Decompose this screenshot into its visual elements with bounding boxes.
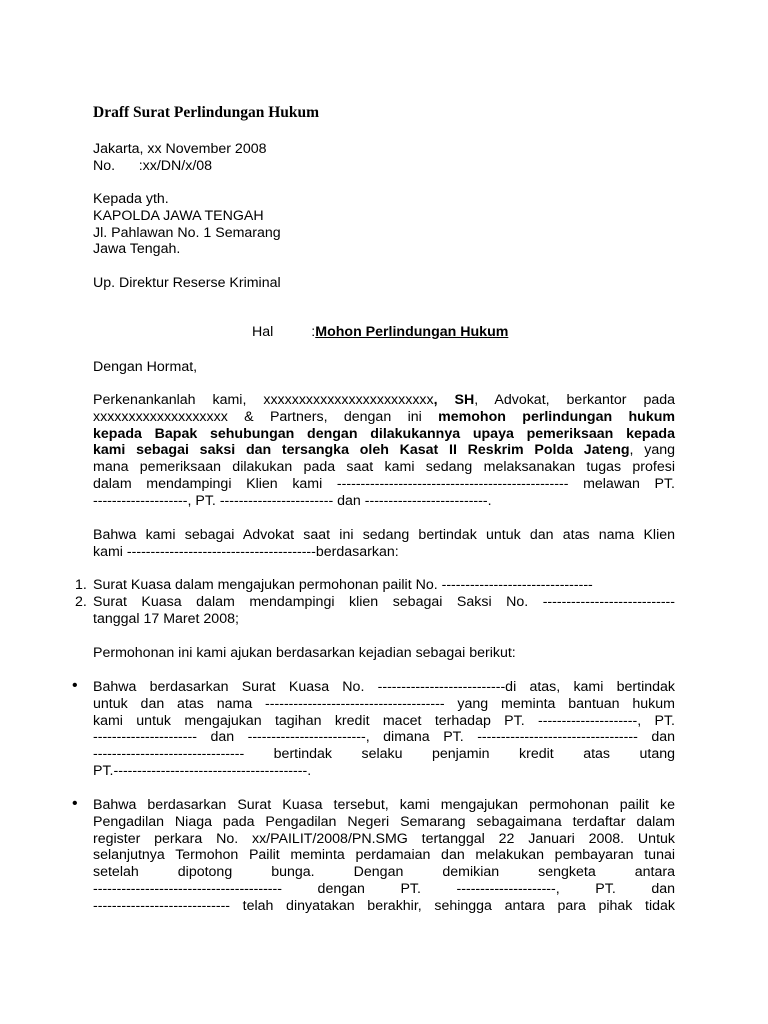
bullet-line: ---------------------------------------- dengan PT. ---------------------, PT. dan [93,880,675,897]
subject-text: Mohon Perlindungan Hukum [315,324,509,340]
p1-text: xxxxxxxxxxxxxxxxxxx & Partners, dengan ini [93,408,439,425]
recipient-block [93,191,675,258]
greeting-text: Dengan Hormat, [93,359,198,375]
bullet-line: Bahwa berdasarkan Surat Kuasa tersebut, kami mengajukan permohonan pailit ke [93,797,675,813]
subject-separator: : [311,324,316,340]
attention-line [93,275,675,292]
p1-bold: memohon perlindungan hukum [438,408,675,425]
bullet-item-2 [93,797,675,915]
place-date: Jakarta, xx November 2008 [93,141,267,157]
list-item-text: Surat Kuasa dalam mengajukan permohonan pailit No. -------------------------------- [93,577,593,593]
list-number: 2. [75,594,87,610]
p1-text: , yang [629,442,675,459]
bullet-line: selanjutnya Termohon Pailit meminta perdamaian dan melakukan pembayaran tunai [93,847,675,864]
list-item [93,577,675,594]
greeting [93,359,675,376]
letter-header [93,141,675,175]
p1-line: --------------------, PT. ------------------------ dan --------------------------. [93,492,492,509]
p1-bold: , SH [433,392,475,408]
recipient-line: Jawa Tengah. [93,241,181,258]
list-item-text: tanggal 17 Maret 2008; [93,610,239,627]
list-number: 1. [75,577,87,593]
paragraph-2 [93,527,675,561]
bullet-line: PT.-----------------------------------------. [93,762,312,779]
bullet-item-1 [93,679,675,780]
recipient-line: Jl. Pahlawan No. 1 Semarang [93,224,281,241]
paragraph-1 [93,392,675,510]
p2-line: Bahwa kami sebagai Advokat saat ini sedang bertindak untuk dan atas nama Klien [93,527,675,543]
recipient-line: KAPOLDA JAWA TENGAH [93,207,264,224]
bullet-icon: • [72,795,78,812]
bullet-line: ---------------------- dan -------------------------, dimana PT. ---------------------------------- dan [93,729,675,746]
p1-bold: kami sebagai saksi dan tersangka oleh Kasat II Reskrim Polda Jateng [93,442,630,459]
paragraph-3 [93,645,675,662]
bullet-line: untuk dan atas nama -------------------------------------- yang meminta bantuan hukum [93,695,675,712]
p2-line: kami ----------------------------------------berdasarkan: [93,543,399,560]
p1-line: dalam mendampingi Klien kami ------------------------------------------------- melawan PT. [93,475,675,492]
letter-number: No. :xx/DN/x/08 [93,157,213,174]
bullet-icon: • [72,677,78,694]
bullet-line: ----------------------------- telah dinyatakan berakhir, sehingga antara para pihak tidak [93,897,675,914]
attention-text: Up. Direktur Reserse Kriminal [93,275,281,291]
p1-text: , Advokat, berkantor pada [474,392,676,408]
p1-bold: kepada Bapak sehubungan dengan dilakukannya upaya pemeriksaan kepada [93,425,675,442]
bullet-line: Pengadilan Niaga pada Pengadilan Negeri Semarang sebagaimana terdaftar dalam [93,813,675,830]
subject-line [252,324,508,341]
p1-text: Perkenankanlah kami, xxxxxxxxxxxxxxxxxxxxxxxx [93,392,434,408]
list-item [93,594,675,628]
subject-label: Hal [252,324,274,340]
bullet-line: setelah dipotong bunga. Dengan demikian sengketa antara [93,864,675,881]
list-item-text: Surat Kuasa dalam mendampingi klien sebagai Saksi No. ---------------------------- [93,594,675,610]
bullet-line: kami untuk mengajukan tagihan kredit macet terhadap PT. ---------------------, PT. [93,712,675,729]
document-title: Draff Surat Perlindungan Hukum [93,104,320,121]
bullet-line: -------------------------------- bertindak selaku penjamin kredit atas utang [93,746,675,763]
p1-line: mana pemeriksaan dilakukan pada saat kami sedang melaksanakan tugas profesi [93,459,675,476]
bullet-line: register perkara No. xx/PAILIT/2008/PN.SMG tertanggal 22 Januari 2008. Untuk [93,830,675,847]
p3-text: Permohonan ini kami ajukan berdasarkan kejadian sebagai berikut: [93,645,516,661]
recipient-line: Kepada yth. [93,191,169,207]
bullet-line: Bahwa berdasarkan Surat Kuasa No. ---------------------------di atas, kami bertindak [93,679,675,695]
